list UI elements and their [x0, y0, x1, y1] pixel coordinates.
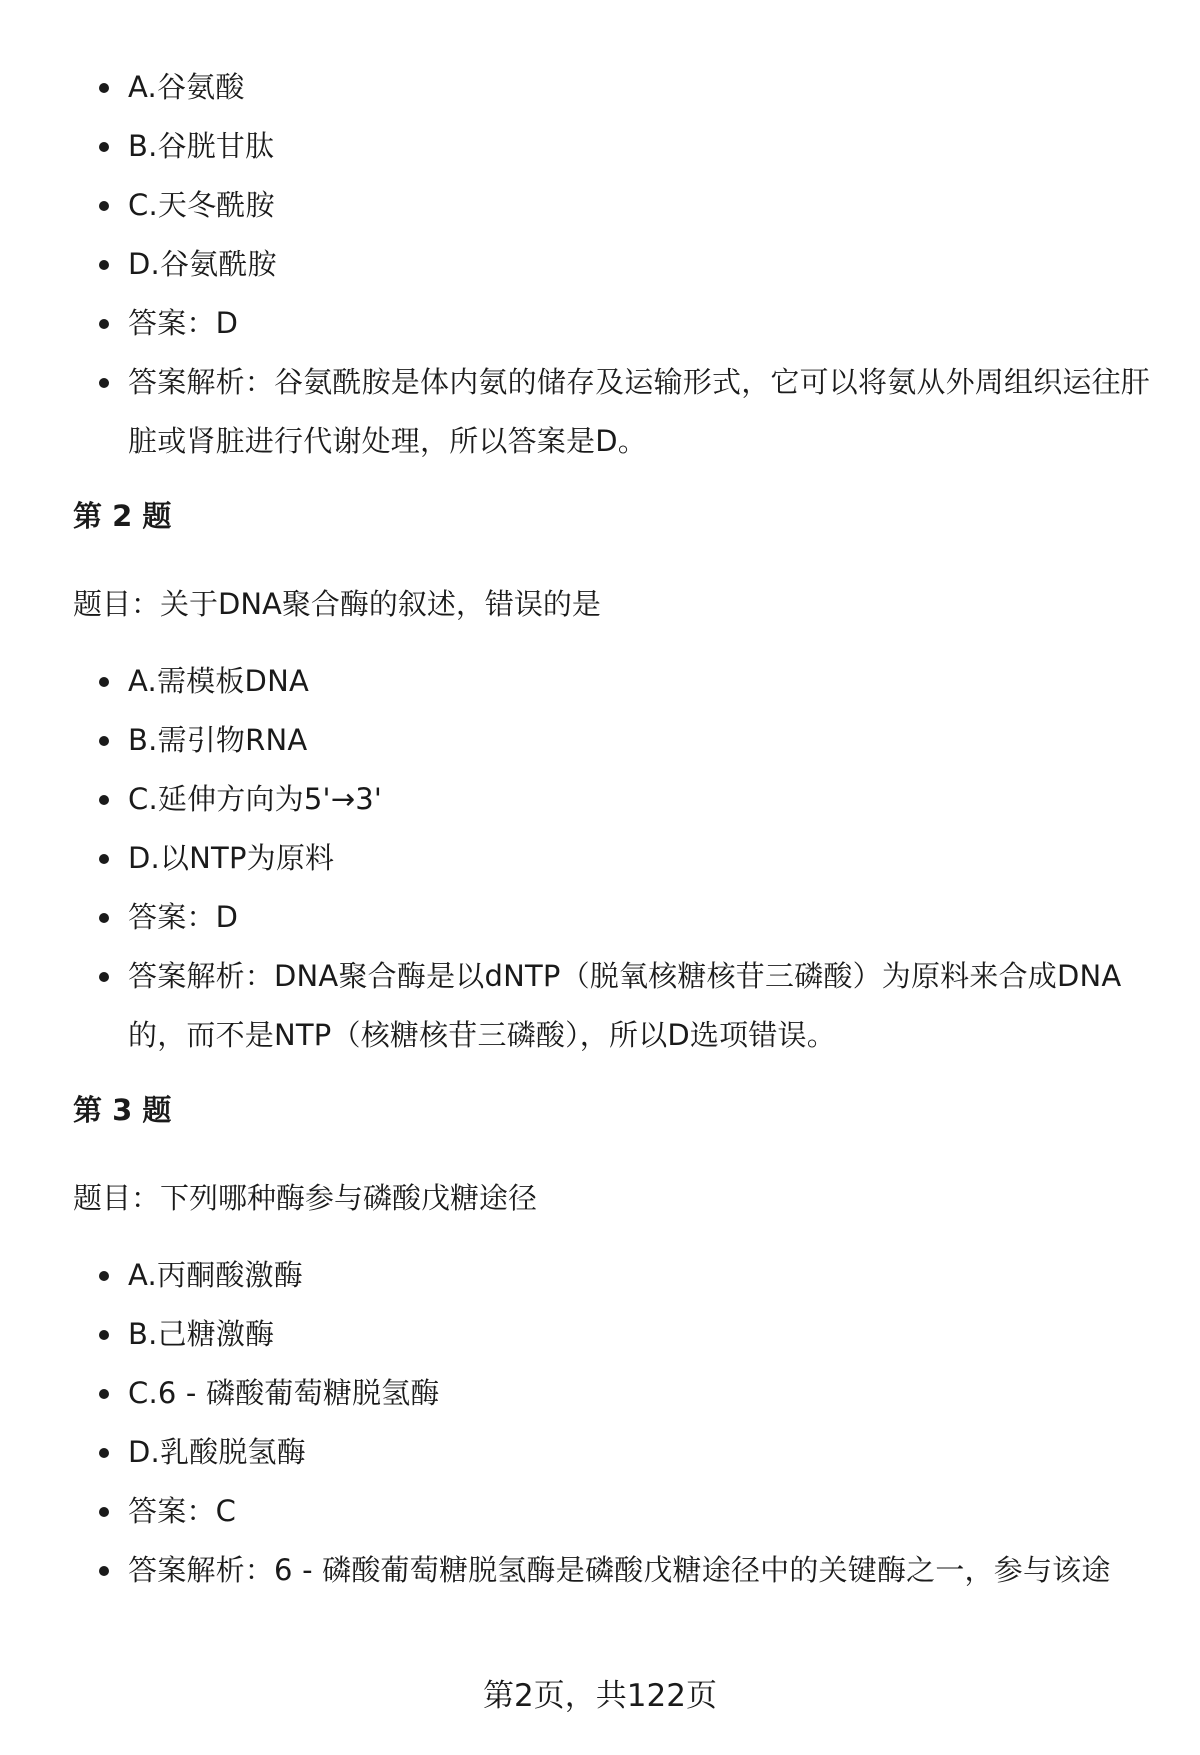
document-body: [73, 58, 1153, 1600]
question-3-stem: 题目：下列哪种酶参与磷酸戊糖途径: [73, 1181, 538, 1215]
option-d: D.谷氨酰胺: [73, 235, 1153, 294]
question-2-heading: 第 2 题: [73, 499, 172, 533]
answer-analysis: 答案解析：6 - 磷酸葡萄糖脱氢酶是磷酸戊糖途径中的关键酶之一，参与该途: [73, 1541, 1153, 1600]
answer: 答案：C: [73, 1482, 1153, 1541]
option-a: A.需模板DNA: [73, 652, 1153, 711]
option-b: B.己糖激酶: [73, 1305, 1153, 1364]
question-3-heading: 第 3 题: [73, 1093, 172, 1127]
option-b: B.谷胱甘肽: [73, 117, 1153, 176]
option-c: C.6 - 磷酸葡萄糖脱氢酶: [73, 1364, 1153, 1423]
option-a: A.谷氨酸: [73, 58, 1153, 117]
question-2-options: [73, 652, 1153, 1065]
question-3-options: [73, 1246, 1153, 1600]
answer: 答案：D: [73, 294, 1153, 353]
option-d: D.乳酸脱氢酶: [73, 1423, 1153, 1482]
question-1-options: [73, 58, 1153, 471]
question-2-stem: 题目：关于DNA聚合酶的叙述，错误的是: [73, 587, 601, 621]
option-c: C.延伸方向为5'→3': [73, 770, 1153, 829]
option-b: B.需引物RNA: [73, 711, 1153, 770]
answer-analysis: 答案解析：谷氨酰胺是体内氨的储存及运输形式，它可以将氨从外周组织运往肝脏或肾脏进行代谢处理，所以答案是D。: [73, 353, 1153, 471]
option-c: C.天冬酰胺: [73, 176, 1153, 235]
answer-analysis: 答案解析：DNA聚合酶是以dNTP（脱氧核糖核苷三磷酸）为原料来合成DNA的，而不是NTP（核糖核苷三磷酸），所以D选项错误。: [73, 947, 1153, 1065]
option-a: A.丙酮酸激酶: [73, 1246, 1153, 1305]
page-number: 第2页，共122页: [483, 1678, 717, 1714]
option-d: D.以NTP为原料: [73, 829, 1153, 888]
answer: 答案：D: [73, 888, 1153, 947]
